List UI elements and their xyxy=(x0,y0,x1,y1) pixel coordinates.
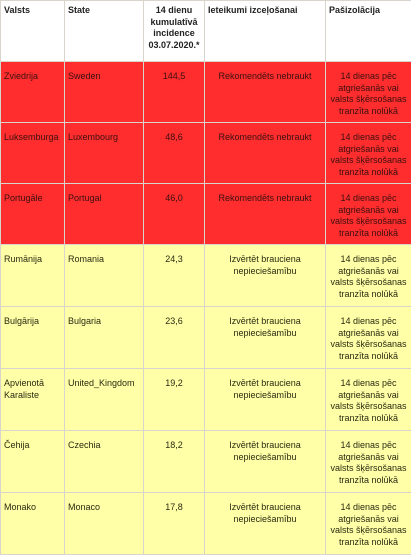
cell-recommendation: Izvērtēt brauciena nepieciešamību xyxy=(205,307,326,369)
cell-recommendation: Rekomendēts nebraukt xyxy=(205,123,326,184)
cell-incidence: 24,3 xyxy=(144,245,205,307)
header-recommendation: Ieteikumi izceļošanai xyxy=(205,1,326,62)
cell-incidence: 23,6 xyxy=(144,307,205,369)
header-country-lv: Valsts xyxy=(1,1,65,62)
cell-country-lv: Zviedrija xyxy=(1,62,65,123)
header-row xyxy=(1,1,411,62)
cell-isolation: 14 dienas pēc atgriešanās vai valsts šķērsošanas tranzīta nolūkā xyxy=(326,493,411,555)
cell-state: Romania xyxy=(65,245,144,307)
table-row xyxy=(1,431,411,493)
header-isolation: Pašizolācija xyxy=(326,1,411,62)
cell-incidence: 17,8 xyxy=(144,493,205,555)
cell-country-lv: Luksemburga xyxy=(1,123,65,184)
cell-recommendation: Rekomendēts nebraukt xyxy=(205,184,326,245)
table-row xyxy=(1,493,411,555)
cell-isolation: 14 dienas pēc atgriešanās vai valsts šķērsošanas tranzīta nolūkā xyxy=(326,369,411,431)
table-row xyxy=(1,184,411,245)
cell-state: Monaco xyxy=(65,493,144,555)
cell-incidence: 48,6 xyxy=(144,123,205,184)
table-body xyxy=(1,62,411,555)
cell-state: Bulgaria xyxy=(65,307,144,369)
table-row xyxy=(1,62,411,123)
table-row xyxy=(1,245,411,307)
cell-recommendation: Izvērtēt brauciena nepieciešamību xyxy=(205,431,326,493)
cell-recommendation: Rekomendēts nebraukt xyxy=(205,62,326,123)
cell-incidence: 19,2 xyxy=(144,369,205,431)
header-state: State xyxy=(65,1,144,62)
cell-country-lv: Rumānija xyxy=(1,245,65,307)
table-row xyxy=(1,369,411,431)
cell-isolation: 14 dienas pēc atgriešanās vai valsts šķērsošanas tranzīta nolūkā xyxy=(326,184,411,245)
cell-country-lv: Apvienotā Karaliste xyxy=(1,369,65,431)
table-header xyxy=(1,1,411,62)
cell-isolation: 14 dienas pēc atgriešanās vai valsts šķērsošanas tranzīta nolūkā xyxy=(326,431,411,493)
header-incidence: 14 dienu kumulatīvā incidence 03.07.2020.* xyxy=(144,1,205,62)
cell-state: Sweden xyxy=(65,62,144,123)
cell-country-lv: Bulgārija xyxy=(1,307,65,369)
cell-country-lv: Čehija xyxy=(1,431,65,493)
cell-isolation: 14 dienas pēc atgriešanās vai valsts šķērsošanas tranzīta nolūkā xyxy=(326,62,411,123)
cell-recommendation: Izvērtēt brauciena nepieciešamību xyxy=(205,369,326,431)
cell-country-lv: Portugāle xyxy=(1,184,65,245)
cell-country-lv: Monako xyxy=(1,493,65,555)
cell-state: Portugal xyxy=(65,184,144,245)
cell-recommendation: Izvērtēt brauciena nepieciešamību xyxy=(205,245,326,307)
cell-isolation: 14 dienas pēc atgriešanās vai valsts šķērsošanas tranzīta nolūkā xyxy=(326,307,411,369)
cell-state: Czechia xyxy=(65,431,144,493)
cell-incidence: 18,2 xyxy=(144,431,205,493)
cell-incidence: 144,5 xyxy=(144,62,205,123)
table-row xyxy=(1,123,411,184)
cell-state: Luxembourg xyxy=(65,123,144,184)
cell-isolation: 14 dienas pēc atgriešanās vai valsts šķērsošanas tranzīta nolūkā xyxy=(326,123,411,184)
cell-recommendation: Izvērtēt brauciena nepieciešamību xyxy=(205,493,326,555)
cell-state: United_Kingdom xyxy=(65,369,144,431)
cell-isolation: 14 dienas pēc atgriešanās vai valsts šķērsošanas tranzīta nolūkā xyxy=(326,245,411,307)
cell-incidence: 46,0 xyxy=(144,184,205,245)
table-row xyxy=(1,307,411,369)
